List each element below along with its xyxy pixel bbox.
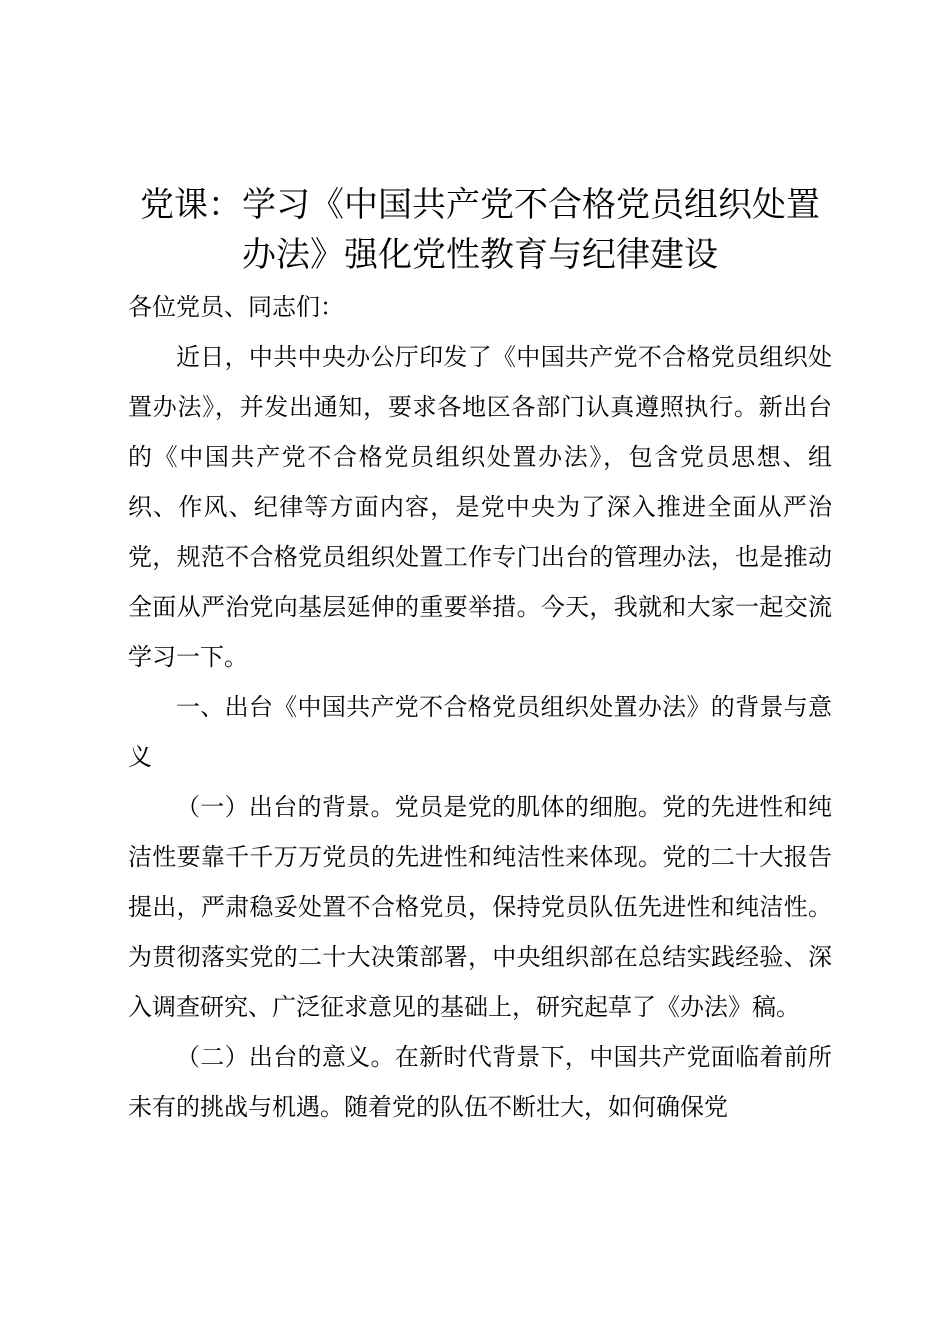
intro-paragraph: 近日，中共中央办公厅印发了《中国共产党不合格党员组织处置办法》，并发出通知，要求各地区各部门认真遵照执行。新出台的《中国共产党不合格党员组织处置办法》，包含党员思想、组织、作风、纪律等方面内容，是党中央为了深入推进全面从严治党，规范不合格党员组织处置工作专门出台的管理办法，也是推动全面从严治党向基层延伸的重要举措。今天，我就和大家一起交流学习一下。 (128, 343, 832, 671)
salutation: 各位党员、同志们： (128, 293, 344, 321)
section-1-1-paragraph: （一）出台的背景。党员是党的肌体的细胞。党的先进性和纯洁性要靠千千万万党员的先进性和纯洁性来体现。党的二十大报告提出，严肃稳妥处置不合格党员，保持党员队伍先进性和纯洁性。为贯彻落实党的二十大决策部署，中央组织部在总结实践经验、深入调查研究、广泛征求意见的基础上，研究起草了《办法》稿。 (128, 793, 832, 1021)
document-title (128, 180, 832, 280)
title-line-2: 办法》强化党性教育与纪律建设 (242, 235, 718, 275)
section-1-2-paragraph: （二）出台的意义。在新时代背景下，中国共产党面临着前所未有的挑战与机遇。随着党的队伍不断壮大，如何确保党 (128, 1043, 832, 1121)
section-1-heading: 一、出台《中国共产党不合格党员组织处置办法》的背景与意义 (128, 693, 832, 771)
document-page (128, 180, 832, 1132)
title-line-1: 党课：学习《中国共产党不合格党员组织处置 (140, 185, 820, 225)
